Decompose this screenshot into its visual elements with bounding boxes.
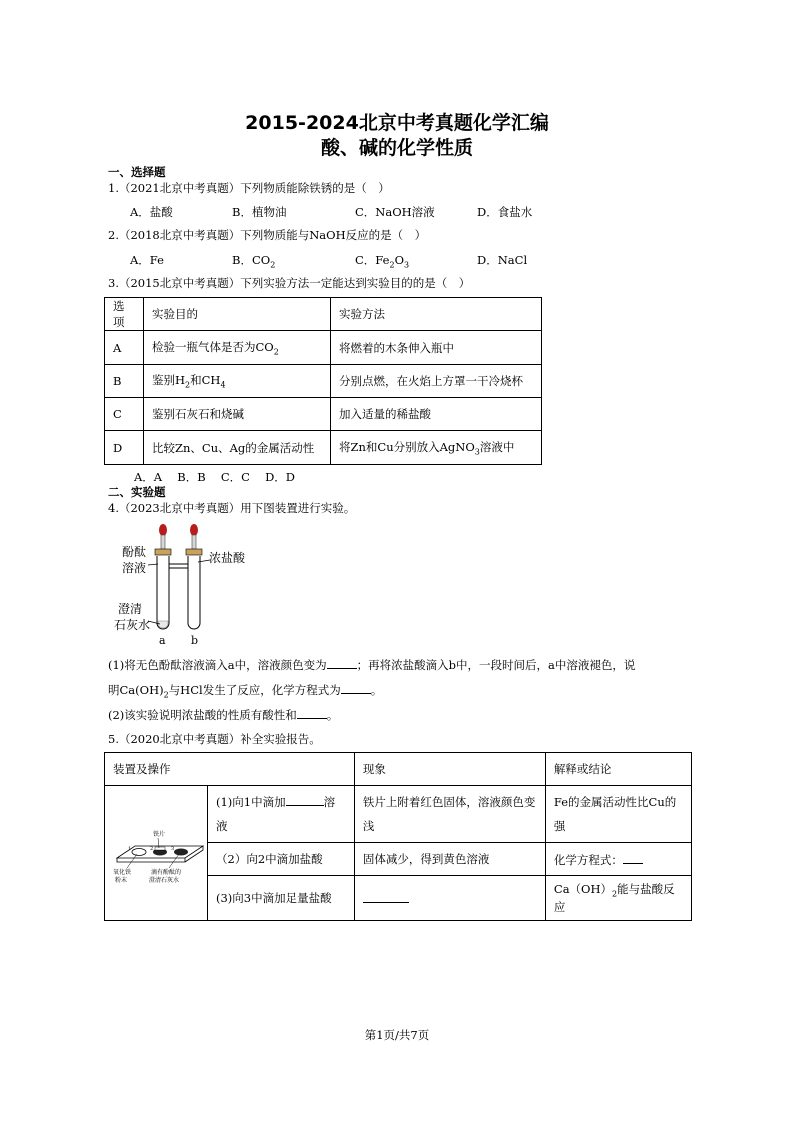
label-limewater-2: 澄清石灰水 [149, 876, 180, 884]
q3-row-c-option: C [105, 398, 144, 431]
answer-blank[interactable] [327, 656, 357, 669]
test-tube-a-icon [157, 556, 169, 629]
q5-row3-conclusion: $Ca(OH)_2$能与盐酸反应 [545, 876, 691, 921]
q5-header-row [105, 753, 692, 786]
dropper-a-icon [155, 524, 171, 555]
answer-blank[interactable] [286, 793, 324, 806]
title-line-1: 2015-2024北京中考真题化学汇编 [245, 112, 549, 134]
label-hydrochloric-acid: 浓盐酸 [209, 551, 246, 565]
well-1-icon [132, 848, 146, 855]
q3-stem: 3.（2015北京中考真题）下列实验方法一定能达到实验目的的是（ ） [108, 276, 471, 290]
q2-option-b: B．$CO_2$ [232, 253, 276, 270]
q2-option-d: D．NaCl [477, 253, 528, 267]
title-line-2: 酸、碱的化学性质 [320, 137, 473, 159]
q3-row-d-method: 将Zn和Cu分别放入AgNO$_3$溶液中 [331, 431, 542, 465]
q5-row2-conclusion: 化学方程式： [545, 843, 691, 876]
q5-row2-phenomenon: 固体减少，得到黄色溶液 [354, 843, 545, 876]
q5-row1-operation: (1)向1中滴加 溶液 [208, 786, 355, 843]
label-limewater-2: 石灰水 [114, 618, 151, 632]
q3-row-b-purpose: 鉴别$H_2$和$CH_4$ [144, 365, 331, 398]
q3-header-method: 实验方法 [331, 298, 542, 331]
answer-blank[interactable] [623, 851, 643, 864]
answer-blank[interactable] [341, 681, 371, 694]
q5-row2-operation: （2）向2中滴加盐酸 [208, 843, 355, 876]
label-tube-a: a [159, 634, 166, 647]
spot-plate-figure [105, 812, 207, 892]
connecting-tube-icon [169, 564, 188, 568]
q4-part1-line1: (1)将无色酚酞溶液滴入a中，溶液颜色变为 ；再将浓盐酸滴入b中，一段时间后，a中溶液褪色，说 [108, 658, 636, 672]
label-well-1: 1 [128, 845, 132, 852]
q2-stem: 2.（2018北京中考真题）下列物质能与NaOH反应的是（ ） [108, 228, 427, 242]
q1-option-a: A．盐酸 [130, 205, 173, 219]
q5-table [104, 752, 692, 921]
label-phenolphthalein-1: 酚酞 [122, 545, 147, 559]
q3-row-b-method: 分别点燃，在火焰上方罩一干冷烧杯 [331, 365, 542, 398]
label-phenolphthalein-2: 溶液 [122, 561, 147, 575]
table-row [105, 431, 542, 465]
label-tube-b: b [191, 634, 199, 647]
q3-row-b-option: B [105, 365, 144, 398]
q1-option-d: D．食盐水 [477, 205, 533, 219]
q5-header-phenomenon: 现象 [354, 753, 545, 786]
well-3-icon [174, 848, 188, 855]
section-heading-experiment: 二、实验题 [108, 485, 166, 499]
label-iron-oxide-2: 粉末 [115, 876, 128, 884]
answer-blank[interactable] [363, 890, 409, 903]
q5-stem: 5.（2020北京中考真题）补全实验报告。 [108, 732, 321, 746]
label-well-2: 2 [150, 845, 154, 852]
q3-header-row [105, 298, 542, 331]
q3-row-d-option: D [105, 431, 144, 465]
test-tube-b-icon [188, 556, 200, 629]
q5-row1-conclusion: Fe的金属活动性比Cu的强 [545, 786, 691, 843]
page-footer: 第1页/共7页 [364, 1028, 430, 1042]
q4-part2: (2)该实验说明浓盐酸的性质有酸性和 。 [108, 708, 339, 722]
q5-header-operation: 装置及操作 [105, 753, 355, 786]
q3-row-c-method: 加入适量的稀盐酸 [331, 398, 542, 431]
q2-option-c: C．$Fe_2O_3$ [355, 253, 410, 270]
q3-table [104, 297, 542, 465]
q3-row-a-purpose: 检验一瓶气体是否为$CO_2$ [144, 331, 331, 365]
q4-apparatus-figure [108, 520, 268, 650]
label-limewater-1: 滴有酚酞的 [151, 868, 182, 876]
q3-row-a-option: A [105, 331, 144, 365]
q3-header-option: 选项 [105, 298, 144, 331]
q2-option-a: A．Fe [130, 253, 164, 267]
q1-option-b: B．植物油 [232, 205, 287, 219]
label-iron-sheet: 铁片 [153, 830, 166, 838]
table-row [105, 398, 542, 431]
q3-row-d-purpose: 比较Zn、Cu、Ag的金属活动性 [144, 431, 331, 465]
q5-header-conclusion: 解释或结论 [545, 753, 691, 786]
q5-row3-phenomenon [354, 876, 545, 921]
answer-blank[interactable] [297, 706, 327, 719]
q3-row-c-purpose: 鉴别石灰石和烧碱 [144, 398, 331, 431]
q5-device-cell [105, 786, 208, 921]
label-limewater-1: 澄清 [118, 602, 143, 616]
q5-row3-operation: (3)向3中滴加足量盐酸 [208, 876, 355, 921]
table-row [105, 786, 692, 843]
q5-row1-phenomenon: 铁片上附着红色固体，溶液颜色变浅 [354, 786, 545, 843]
dropper-b-icon [186, 524, 202, 555]
table-row [105, 331, 542, 365]
q3-answer-options: A．A B．B C．C D．D [134, 470, 296, 484]
section-heading-choice: 一、选择题 [108, 165, 166, 179]
q4-part1-line2: 明$Ca(OH)_2$与HCl发生了反应，化学方程式为 。 [108, 683, 383, 700]
q3-header-purpose: 实验目的 [144, 298, 331, 331]
label-iron-oxide-1: 氧化铁 [113, 868, 132, 876]
q3-row-a-method: 将燃着的木条伸入瓶中 [331, 331, 542, 365]
q1-option-c: C．NaOH溶液 [355, 205, 435, 219]
table-row [105, 365, 542, 398]
q1-stem: 1.（2021北京中考真题）下列物质能除铁锈的是（ ） [108, 181, 390, 195]
q4-stem: 4.（2023北京中考真题）用下图装置进行实验。 [108, 501, 356, 515]
label-well-3: 3 [171, 845, 175, 852]
